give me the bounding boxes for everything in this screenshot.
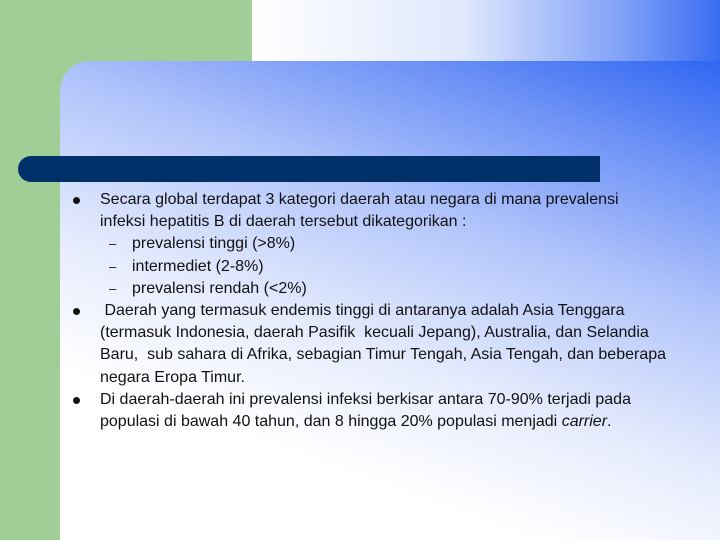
dash-icon: – <box>109 258 117 274</box>
sub-item-text: prevalensi rendah (<2%) <box>132 279 307 297</box>
bullet-item-3 <box>66 389 666 433</box>
bullet-suffix: . <box>607 413 612 431</box>
sub-item-1 <box>66 233 666 255</box>
bullet-text: Secara global terdapat 3 kategori daerah atau negara di mana prevalensi infeksi hepatitis B di daerah tersebut dikategorikan : <box>100 191 619 231</box>
bullet-text: Di daerah-daerah ini prevalensi infeksi berkisar antara 70-90% terjadi pada populasi di bawah 40 tahun, dan 8 hingga 20% populasi menjadi <box>100 390 631 431</box>
bullet-dot-icon <box>73 308 80 315</box>
sub-item-2 <box>66 256 666 278</box>
bullet-dot-icon <box>73 197 80 204</box>
dash-icon: – <box>109 280 117 296</box>
dash-icon: – <box>109 236 117 252</box>
bullet-list <box>66 189 671 433</box>
sub-item-3 <box>66 278 666 300</box>
sub-item-text: intermediet (2-8%) <box>132 257 264 275</box>
top-gradient-strip <box>252 0 720 61</box>
bullet-dot-icon <box>73 397 80 404</box>
bullet-item-1 <box>66 189 666 233</box>
sub-item-text: prevalensi tinggi (>8%) <box>132 235 296 253</box>
bullet-text: Daerah yang termasuk endemis tinggi di antaranya adalah Asia Tenggara (termasuk Indonesia, daerah Pasifik kecuali Jepang), Australia, dan Selandia Baru, sub sahara di Afrika, sebagian Timur Tengah, Asia Tengah, dan beberapa negara Eropa Timur. <box>100 302 671 386</box>
bullet-item-2 <box>66 300 671 389</box>
title-bar <box>18 156 600 182</box>
carrier-term: carrier <box>561 413 608 431</box>
